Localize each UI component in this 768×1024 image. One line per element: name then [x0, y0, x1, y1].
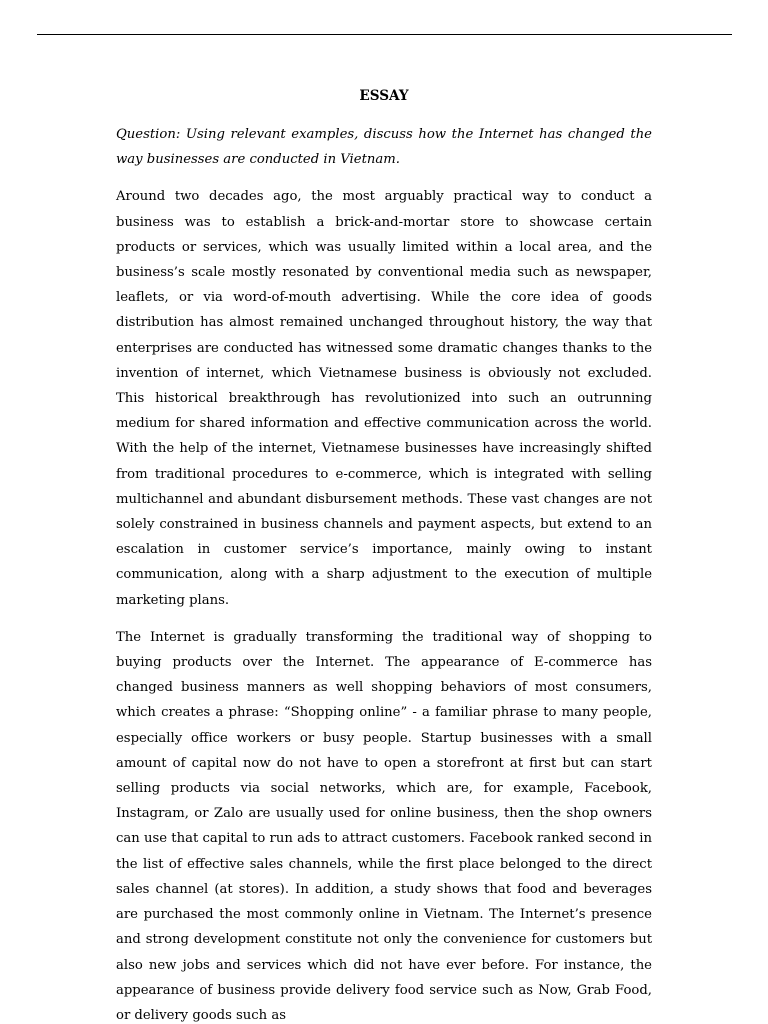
document-body: [116, 86, 652, 1024]
header-rule: [37, 34, 732, 35]
paragraph-1: Around two decades ago, the most arguably practical way to conduct a business was to establish a brick-and-mortar store to showcase certain products or services, which was usually limited within a local area, and the business’s scale mostly resonated by conventional media such as newspaper, leaflets, or via word-of-mouth advertising. While the core idea of goods distribution has almost remained unchanged throughout history, the way that enterprises are conducted has witnessed some dramatic changes thanks to the invention of internet, which Vietnamese business is obviously not excluded. This historical breakthrough has revolutionized into such an outrunning medium for shared information and effective communication across the world. With the help of the internet, Vietnamese businesses have increasingly shifted from traditional procedures to e-commerce, which is integrated with selling multichannel and abundant disbursement methods. These vast changes are not solely constrained in business channels and payment aspects, but extend to an escalation in customer service’s importance, mainly owing to instant communication, along with a sharp adjustment to the execution of multiple marketing plans.: [116, 189, 652, 608]
essay-title: ESSAY: [359, 88, 409, 104]
essay-question: Question: Using relevant examples, discuss how the Internet has changed the way businesses are conducted in Vietnam.: [116, 127, 652, 168]
paragraph-2: The Internet is gradually transforming the traditional way of shopping to buying products over the Internet. The appearance of E-commerce has changed business manners as well shopping behaviors of most consumers, which creates a phrase: “Shopping online” - a familiar phrase to many people, especially office workers or busy people. Startup businesses with a small amount of capital now do not have to open a storefront at first but can start selling products via social networks, which are, for example, Facebook, Instagram, or Zalo are usually used for online business, then the shop owners can use that capital to run ads to attract customers. Facebook ranked second in the list of effective sales channels, while the first place belonged to the direct sales channel (at stores). In addition, a study shows that food and beverages are purchased the most commonly online in Vietnam. The Internet’s presence and strong development constitute not only the convenience for customers but also new jobs and services which did not have ever before. For instance, the appearance of business provide delivery food service such as Now, Grab Food, or delivery goods such as: [116, 629, 652, 1023]
